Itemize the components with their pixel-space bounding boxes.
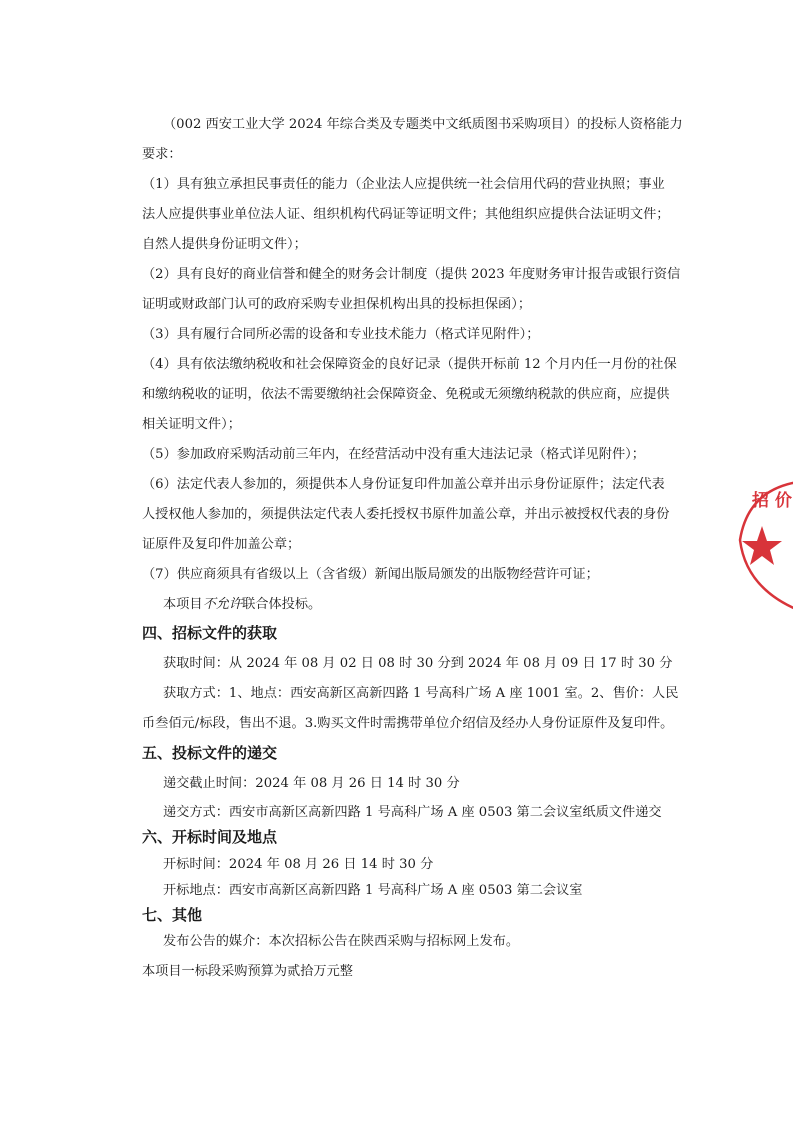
req-1-line-2: 法人应提供事业单位法人证、组织机构代码证等证明文件；其他组织应提供合法证明文件； — [142, 207, 670, 222]
red-seal-star-icon — [718, 470, 793, 620]
req-7-line-1: （7）供应商须具有省级以上（含省级）新闻出版局颁发的出版物经营许可证； — [142, 567, 599, 582]
consortium-note — [163, 597, 321, 613]
section-6-heading: 六、开标时间及地点 — [142, 828, 278, 846]
section-5-heading: 五、投标文件的递交 — [142, 744, 278, 762]
section-5-method: 递交方式：西安市高新区高新四路 1 号高科广场 A 座 0503 第二会议室纸质文件递交 — [163, 805, 662, 820]
consortium-post: 联合体投标。 — [242, 597, 322, 612]
seal-star — [742, 526, 782, 565]
section-4-time: 获取时间：从 2024 年 08 月 02 日 08 时 30 分到 2024 年 08 月 09 日 17 时 30 分 — [163, 656, 673, 671]
req-6-line-2: 人授权他人参加的，须提供法定代表人委托授权书原件加盖公章，并出示被授权代表的身份 — [142, 507, 670, 522]
intro-line-1: （002 西安工业大学 2024 年综合类及专题类中文纸质图书采购项目）的投标人资格能力 — [163, 117, 683, 132]
req-2-line-2: 证明或财政部门认可的政府采购专业担保机构出具的投标担保函）； — [142, 297, 532, 312]
req-1-line-1: （1）具有独立承担民事责任的能力（企业法人应提供统一社会信用代码的营业执照；事业 — [142, 177, 665, 192]
req-3-line-1: （3）具有履行合同所必需的设备和专业技术能力（格式详见附件）； — [142, 327, 540, 342]
req-4-line-2: 和缴纳税收的证明，依法不需要缴纳社会保障资金、免税或无须缴纳税款的供应商，应提供 — [142, 387, 670, 402]
req-5-line-1: （5）参加政府采购活动前三年内，在经营活动中没有重大违法记录（格式详见附件）； — [142, 447, 645, 462]
req-6-line-3: 证原件及复印件加盖公章； — [142, 537, 301, 552]
req-2-line-1: （2）具有良好的商业信誉和健全的财务会计制度（提供 2023 年度财务审计报告或银行资信 — [142, 267, 681, 282]
section-6-time: 开标时间：2024 年 08 月 26 日 14 时 30 分 — [163, 857, 434, 872]
section-4-heading: 四、招标文件的获取 — [142, 624, 278, 642]
consortium-pre: 本项目 — [163, 597, 203, 612]
section-7-heading: 七、其他 — [142, 906, 203, 924]
budget-line: 本项目一标段采购预算为贰拾万元整 — [142, 964, 353, 979]
section-4-method-line-1: 获取方式：1、地点：西安高新区高新四路 1 号高科广场 A 座 1001 室。2、售价：人民 — [163, 686, 679, 701]
section-4-method-line-2: 币叁佰元/标段，售出不退。3.购买文件时需携带单位介绍信及经办人身份证原件及复印件。 — [142, 716, 674, 731]
req-4-line-1: （4）具有依法缴纳税收和社会保障资金的良好记录（提供开标前 12 个月内任一月份的社保 — [142, 357, 677, 372]
section-5-deadline: 递交截止时间：2024 年 08 月 26 日 14 时 30 分 — [163, 776, 460, 791]
consortium-emphasis: 不允许 — [202, 597, 243, 612]
req-1-line-3: 自然人提供身份证明文件）； — [142, 237, 307, 252]
intro-line-2: 要求： — [142, 147, 182, 162]
section-7-media: 发布公告的媒介：本次招标公告在陕西采购与招标网上发布。 — [163, 934, 520, 949]
req-6-line-1: （6）法定代表人参加的，须提供本人身份证复印件加盖公章并出示身份证原件；法定代表 — [142, 477, 665, 492]
section-6-place: 开标地点：西安市高新区高新四路 1 号高科广场 A 座 0503 第二会议室 — [163, 883, 583, 898]
seal-text: 招 价 — [752, 491, 792, 511]
req-4-line-3: 相关证明文件）； — [142, 417, 241, 432]
